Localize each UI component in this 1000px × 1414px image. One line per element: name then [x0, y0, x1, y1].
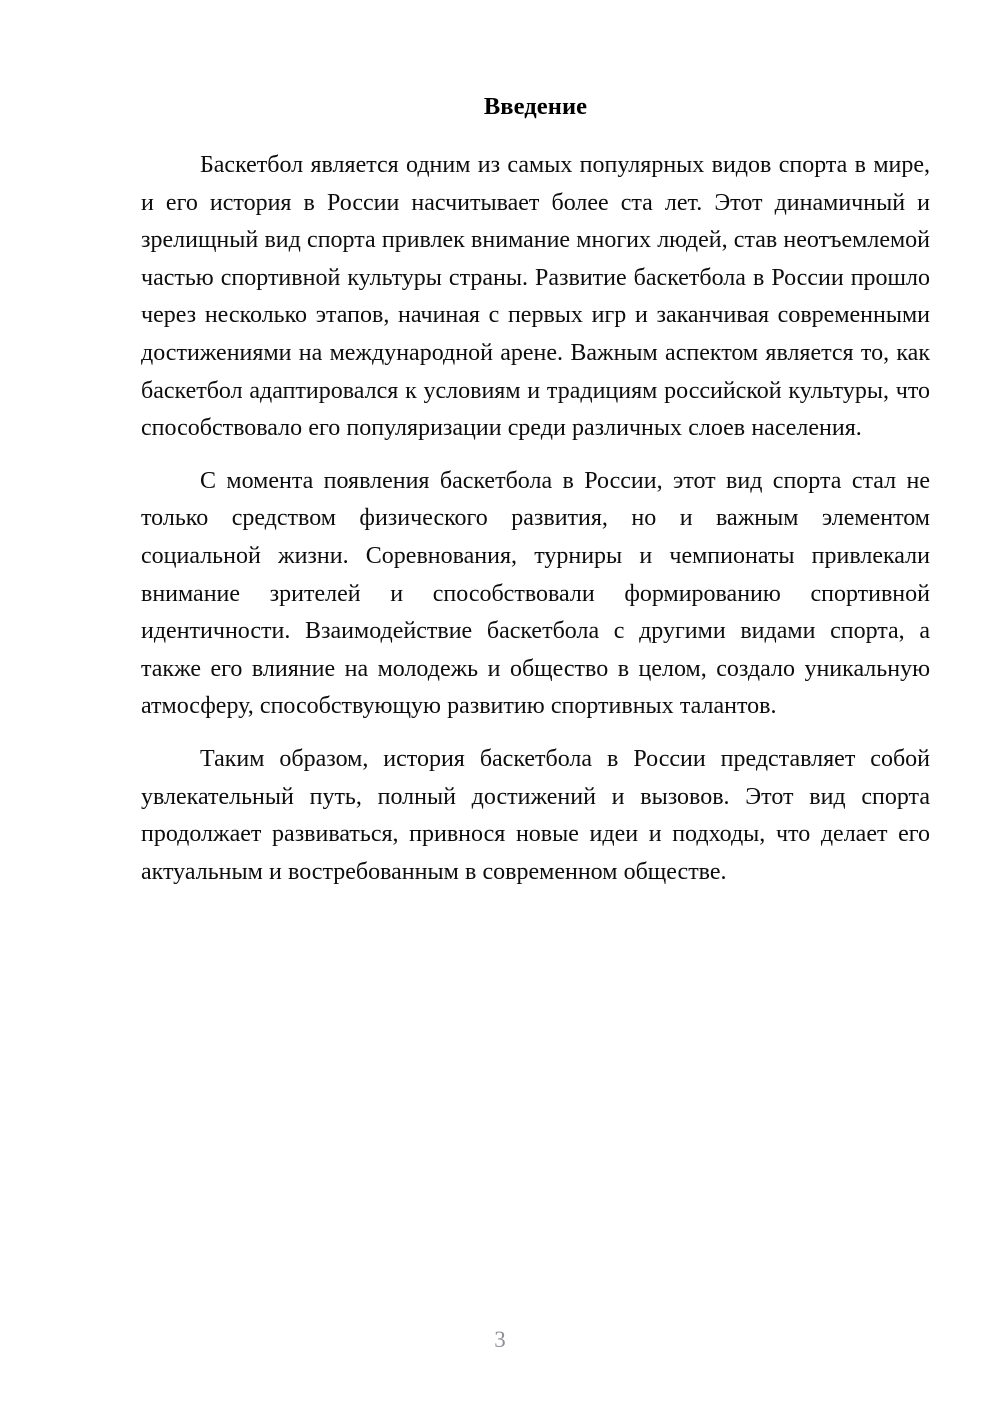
body-paragraph: С момента появления баскетбола в России, этот вид спорта стал не только средством физического развития, но и важным элементом социальной жизни. Соревнования, турниры и чемпионаты привлекали внимание зрителей и способствовали формированию спортивной идентичности. Взаимодействие баскетбола с другими видами спорта, а также его влияние на молодежь и общество в целом, создало уникальную атмосферу, способствующую развитию спортивных талантов.	[141, 467, 930, 720]
body-paragraph: Таким образом, история баскетбола в России представляет собой увлекательный путь, полный достижений и вызовов. Этот вид спорта продолжает развиваться, привнося новые идеи и подходы, что делает его актуальным и востребованным в современном обществе.	[141, 745, 930, 885]
page-content	[141, 88, 930, 891]
body-paragraph: Баскетбол является одним из самых популярных видов спорта в мире, и его история в России насчитывает более ста лет. Этот динамичный и зрелищный вид спорта привлек внимание многих людей, став неотъемлемой частью спортивной культуры страны. Развитие баскетбола в России прошло через несколько этапов, начиная с первых игр и заканчивая современными достижениями на международной арене. Важным аспектом является то, как баскетбол адаптировался к условиям и традициям российской культуры, что способствовало его популяризации среди различных слоев населения.	[141, 152, 930, 442]
section-heading-introduction: Введение	[483, 93, 588, 120]
page-number: 3	[494, 1327, 506, 1352]
